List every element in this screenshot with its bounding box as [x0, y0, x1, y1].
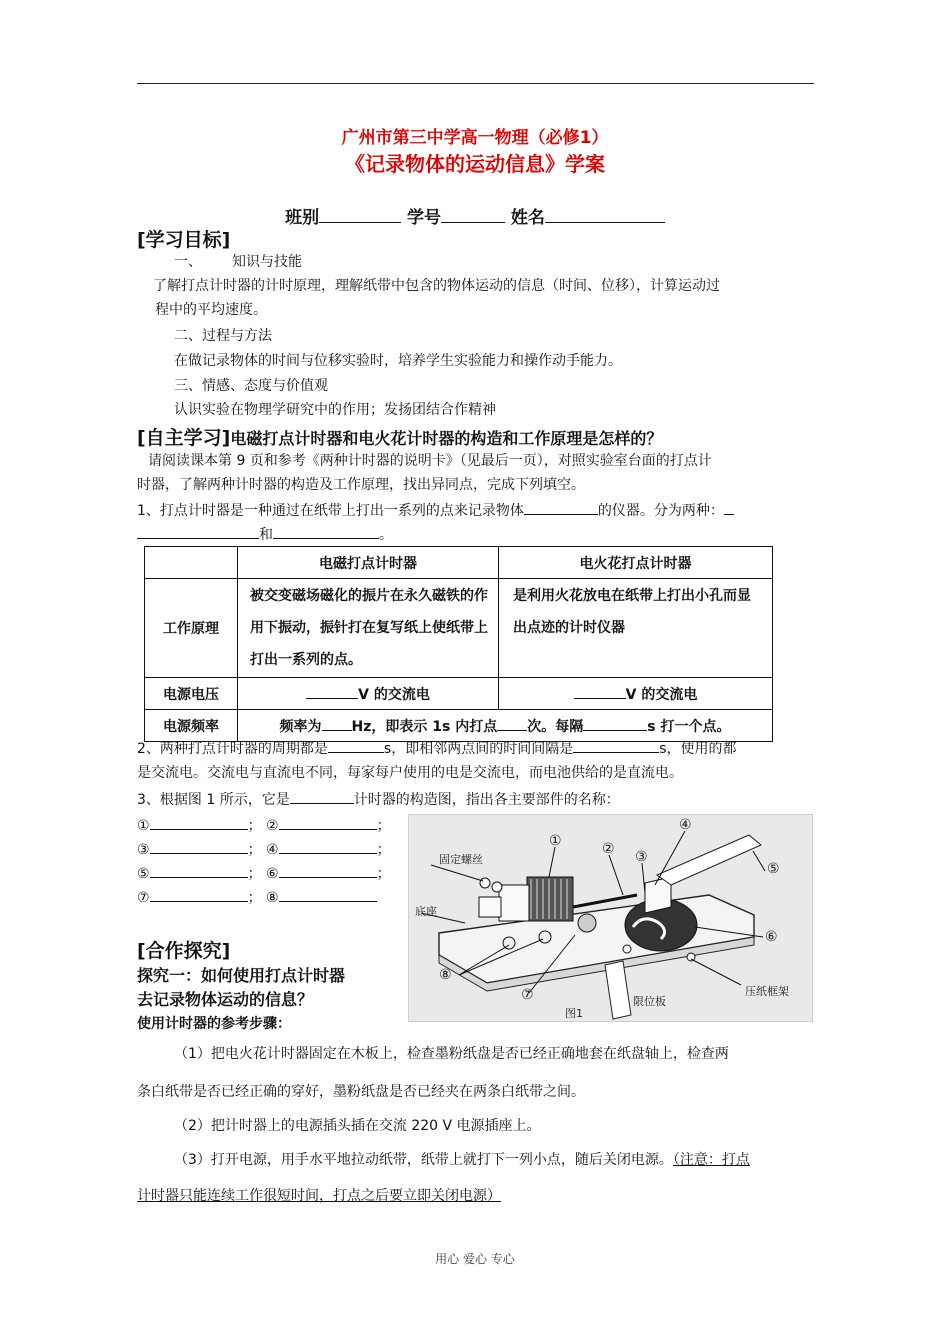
- part-7-blank[interactable]: [150, 887, 248, 902]
- figure-num-3: ③: [635, 849, 648, 865]
- number-blank[interactable]: [441, 208, 505, 223]
- table-row-frequency-label: 电源频率: [145, 710, 238, 742]
- question-2-text-d: 是交流电。交流电与直流电不同，每家每户使用的电是交流电，而电池供给的是直流电。: [137, 765, 683, 781]
- sep: ；: [247, 842, 262, 858]
- question-1-line: [137, 500, 734, 521]
- table-voltage-electromagnetic: [238, 678, 499, 710]
- voltage-blank-1[interactable]: [306, 684, 358, 699]
- question-1-text-b: 的仪器。分为两种：: [597, 503, 724, 519]
- parts-row-4: [137, 887, 377, 908]
- figure-num-1: ①: [549, 833, 562, 849]
- part-3-marker: ③: [137, 842, 150, 858]
- question-1-end: 。: [379, 527, 393, 543]
- objectives-heading: [学习目标]: [137, 229, 231, 251]
- q1-blank-type1[interactable]: [137, 524, 259, 539]
- table-frequency-cell: [238, 710, 773, 742]
- question-2-text-b: s，即相邻两点间的时间间隔是: [383, 741, 574, 757]
- figure-caption: 图1: [565, 1007, 583, 1020]
- figure-num-5: ⑤: [767, 861, 780, 877]
- parts-row-3: [137, 863, 391, 884]
- question-1-line2: [137, 524, 393, 545]
- number-label: 学号: [407, 208, 441, 228]
- q1-blank-type2[interactable]: [273, 524, 379, 539]
- q2-blank-period[interactable]: [328, 738, 384, 753]
- figure-num-2: ②: [602, 841, 615, 857]
- part-8-blank[interactable]: [279, 887, 377, 902]
- part-7-marker: ⑦: [137, 890, 150, 906]
- steps-title: 使用计时器的参考步骤：: [137, 1016, 291, 1032]
- class-blank[interactable]: [319, 208, 401, 223]
- title-line2: 《记录物体的运动信息》学案: [345, 152, 605, 176]
- table-header-row: [145, 547, 773, 579]
- cooperate-heading: [合作探究]: [137, 940, 231, 962]
- self-study-question: 电磁打点计时器和电火花计时器的构造和工作原理是怎样的？: [230, 429, 663, 448]
- frequency-text-c: 次。每隔: [527, 718, 584, 735]
- figure-num-4: ④: [679, 817, 692, 833]
- self-study-line: [137, 423, 662, 450]
- frequency-text-a: 频率为: [279, 718, 322, 735]
- part-1-marker: ①: [137, 818, 150, 834]
- page-footer: 用心 爱心 专心: [435, 1252, 515, 1266]
- question-3-text-a: 3、根据图 1 所示，它是: [137, 792, 290, 808]
- voltage-blank-2[interactable]: [574, 684, 626, 699]
- step-3-note-a: （注意：打点: [672, 1152, 750, 1168]
- question-3-text-b: 计时器的构造图，指出各主要部件的名称：: [353, 792, 620, 808]
- part-1-blank[interactable]: [150, 815, 248, 830]
- question-1-and: 和: [259, 527, 273, 543]
- objective-3-title: 三、情感、态度与价值观: [174, 378, 328, 394]
- frequency-blank-count[interactable]: [497, 716, 527, 731]
- objective-1-num: 一、: [174, 254, 202, 270]
- objective-3-text: 认识实验在物理学研究中的作用；发扬团结合作精神: [174, 402, 496, 418]
- objective-2-text: 在做记录物体的时间与位移实验时，培养学生实验能力和操作动手能力。: [174, 353, 622, 369]
- part-4-blank[interactable]: [279, 839, 377, 854]
- frequency-text-b: Hz，即表示 1s 内打点: [351, 718, 498, 735]
- table-col-spark: 电火花打点计时器: [499, 547, 773, 579]
- table-row-principle: [145, 579, 773, 678]
- q1-blank-type1-start[interactable]: [724, 500, 734, 515]
- table-row-voltage-label: 电源电压: [145, 678, 238, 710]
- voltage-unit-1: V 的交流电: [358, 686, 430, 703]
- frequency-blank-period[interactable]: [583, 716, 647, 731]
- table-row-principle-label: 工作原理: [145, 579, 238, 678]
- self-study-heading: [自主学习]: [137, 427, 231, 449]
- part-5-blank[interactable]: [150, 863, 248, 878]
- sep: ；: [376, 866, 391, 882]
- table-voltage-spark: [499, 678, 773, 710]
- self-study-intro-a: 请阅读课本第 9 页和参考《两种计时器的说明卡》（见最后一页），对照实验室台面的打点计: [148, 453, 712, 469]
- part-5-marker: ⑤: [137, 866, 150, 882]
- q3-blank-type[interactable]: [290, 789, 354, 804]
- parts-row-2: [137, 839, 391, 860]
- table-row-frequency: [145, 710, 773, 742]
- class-label: 班别: [285, 208, 320, 228]
- inquiry-title-a: 探究一：如何使用打点计时器: [137, 966, 346, 985]
- sep: ；: [247, 866, 262, 882]
- question-2-line: [137, 738, 737, 759]
- frequency-text-d: s 打一个点。: [647, 718, 731, 735]
- figure-label-frame: 压纸框架: [745, 985, 789, 998]
- step-3-text: （3）打开电源，用手水平地拉动纸带，纸带上就打下一列小点，随后关闭电源。: [174, 1152, 673, 1168]
- table-col-electromagnetic: 电磁打点计时器: [238, 547, 499, 579]
- figure-num-8: ⑧: [439, 967, 452, 983]
- sep: ；: [247, 818, 262, 834]
- part-8-marker: ⑧: [266, 890, 279, 906]
- question-3-line: [137, 789, 620, 810]
- table-principle-electromagnetic: 被交变磁场磁化的振片在永久磁铁的作用下振动，振针打在复写纸上使纸带上打出一系列的点。: [238, 579, 499, 678]
- inquiry-title-b: 去记录物体运动的信息？: [137, 990, 314, 1009]
- sep: ；: [247, 890, 262, 906]
- table-principle-spark: 是利用火花放电在纸带上打出小孔而显出点迹的计时仪器: [499, 579, 773, 678]
- part-2-marker: ②: [266, 818, 279, 834]
- part-4-marker: ④: [266, 842, 279, 858]
- name-label: 姓名: [510, 208, 545, 228]
- table-corner-cell: [145, 547, 238, 579]
- step-1-text-b: 条白纸带是否已经正确的穿好，墨粉纸盘是否已经夹在两条白纸带之间。: [137, 1084, 585, 1100]
- figure-label-limit: 限位板: [633, 995, 666, 1008]
- name-blank[interactable]: [545, 208, 665, 223]
- part-6-blank[interactable]: [279, 863, 377, 878]
- step-2-text: （2）把计时器上的电源插头插在交流 220 V 电源插座上。: [174, 1118, 541, 1134]
- frequency-blank-hz[interactable]: [322, 716, 352, 731]
- parts-row-1: [137, 815, 391, 836]
- objective-1-title: 知识与技能: [232, 254, 302, 270]
- step-1-text-a: （1）把电火花计时器固定在木板上，检查墨粉纸盘是否已经正确地套在纸盘轴上，检查两: [174, 1046, 729, 1062]
- figure-label-screw: 固定螺丝: [439, 853, 483, 866]
- table-row-voltage: [145, 678, 773, 710]
- objective-1-text-a: 了解打点计时器的计时原理，理解纸带中包含的物体运动的信息（时间、位移），计算运动过: [153, 278, 720, 294]
- sep: ；: [376, 818, 391, 834]
- timer-figure: [408, 814, 813, 1022]
- voltage-unit-2: V 的交流电: [625, 686, 698, 703]
- part-2-blank[interactable]: [279, 815, 377, 830]
- timer-comparison-table: [144, 546, 773, 742]
- header-rule: [137, 83, 814, 84]
- part-6-marker: ⑥: [266, 866, 279, 882]
- self-study-intro-b: 时器，了解两种计时器的构造及工作原理，找出异同点，完成下列填空。: [137, 477, 585, 493]
- part-3-blank[interactable]: [150, 839, 248, 854]
- objective-1-text-b: 程中的平均速度。: [155, 302, 267, 318]
- sep: ；: [376, 842, 391, 858]
- title-line1: 广州市第三中学高一物理（必修1）: [341, 128, 609, 148]
- step-3-note-b: 计时器只能连续工作很短时间，打点之后要立即关闭电源）: [137, 1188, 501, 1204]
- question-2-text-c: s，使用的都: [659, 741, 737, 757]
- q2-blank-interval[interactable]: [573, 738, 659, 753]
- figure-num-7: ⑦: [521, 987, 534, 1003]
- q1-blank-record[interactable]: [524, 500, 598, 515]
- objective-2-title: 二、过程与方法: [174, 328, 272, 344]
- step-3-line: [174, 1150, 750, 1170]
- figure-label-base: 底座: [415, 905, 437, 918]
- question-2-text-a: 2、两种打点计时器的周期都是: [137, 741, 328, 757]
- question-1-text-a: 1、打点计时器是一种通过在纸带上打出一系列的点来记录物体: [137, 503, 524, 519]
- figure-num-6: ⑥: [765, 929, 778, 945]
